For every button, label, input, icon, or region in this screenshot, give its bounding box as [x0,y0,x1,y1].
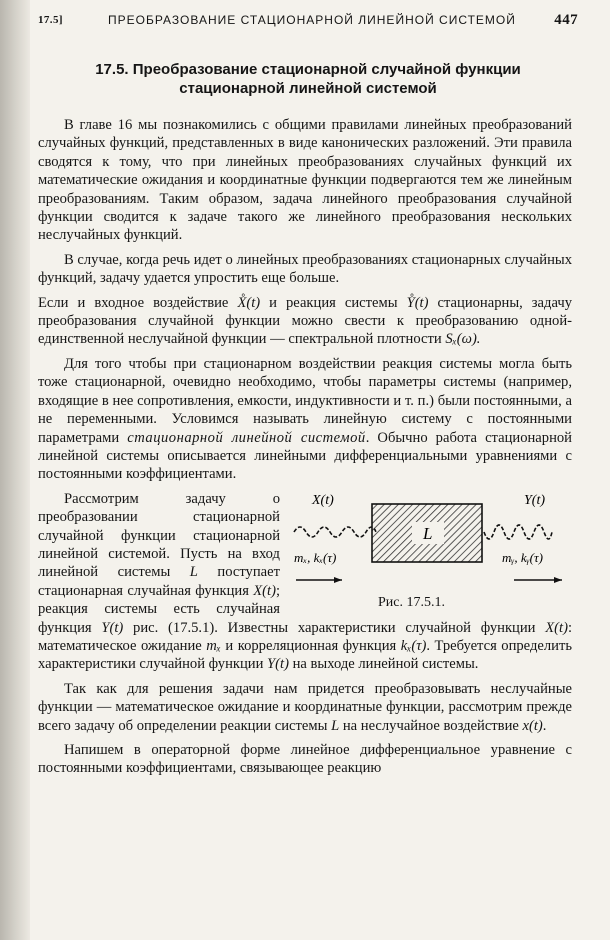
paragraph-7: Напишем в операторной форме линейное дифференциальное уравнение с постоянными коэффициентами, связывающее реакцию [38,742,572,777]
running-title: ПРЕОБРАЗОВАНИЕ СТАЦИОНАРНОЙ ЛИНЕЙНОЙ СИСТЕМОЙ [108,13,516,27]
output-label: Y(t) [524,492,545,508]
emphasis-term: стационарной линейной системой [127,429,366,446]
running-header [38,12,578,32]
figure-caption: Рис. 17.5.1. [378,594,445,610]
input-x-var: X̊(t) [237,294,261,311]
paragraph-5: Рассмотрим задачу о преобразовании стационарной случайной функции стационарной линейной системой. Пусть на вход линейной системы L поступает стационарная случайная функция X(t); реакция системы есть случайная функция Y(t) рис. (17.5.1). Известны характеристики случайной функции X(t): математическое ожидание mₓ и корреляционная функция kₓ(τ). Требуется определить характеристики случайной функции Y(t) на выходе линейной системы. [38,490,572,673]
input-params: mₓ, kₓ(τ) [294,549,337,565]
output-wave [484,525,552,539]
section-number: 17.5] [38,14,63,26]
correlation-var: kₓ(τ) [400,637,427,654]
body-text [38,116,572,784]
paragraph-1: В главе 16 мы познакомились с общими правилами линейных преобразований случайных функций, представленных в виде канонических разложений. Эти правила сводятся к тому, что при линейных преобразованиях случайных функций их математические ожидания и координатные функции подвергаются тем же линейным преобразованиям. Таким образом, задача линейного преобразования случайной функции сводится к задаче такого же линейного преобразования нескольких неслучайных функций. [38,117,572,244]
system-diagram [290,492,572,592]
input-label: X(t) [312,492,334,508]
paragraph-4: Для того чтобы при стационарном воздействии реакция системы могла быть тоже стационарной, очевидно необходимо, чтобы параметры системы (например, входящие в нее сопротивления, емкости, индуктивности и т. п.) были постоянными, а не переменными. Условимся называть линейную систему с постоянными параметрами стационарной линейной системой. Обычно работа стационарной линейной системы описывается линейными дифференциальными уравнениями с постоянными коэффициентами. [38,355,572,483]
figure-17-5-1 [290,492,572,614]
input-wave [294,527,376,537]
paragraph-6: Так как для решения задачи нам придется преобразовывать неслучайные функции — математическое ожидание и координатные функции, рассмотрим прежде всего задачу об определении реакции системы L на неслучайное воздействие x(t). [38,680,572,734]
output-y-var: Y̊(t) [406,294,429,311]
system-label: L [423,523,433,543]
section-title [58,60,558,98]
book-spine-shadow [0,0,30,940]
paragraph-3: Если и входное воздействие X̊(t) и реакция системы Y̊(t) стационарны, задачу преобразования случайной функции можно свести к преобразованию одной-единственной неслучайной функции — спектральной плотности Sₓ(ω). [38,294,572,348]
section-title-line-2: стационарной линейной системой [179,80,437,97]
mean-var: mₓ [206,637,221,654]
page-number: 447 [554,12,578,28]
section-title-line-1: 17.5. Преобразование стационарной случайной функции [95,61,521,78]
output-params: mᵧ, kᵧ(τ) [502,549,543,565]
paragraph-2: В случае, когда речь идет о линейных преобразованиях стационарных случайных функций, задачу удается упростить еще больше. [38,251,572,287]
spectral-density-var: Sₓ(ω). [445,331,481,348]
system-l-var: L [189,564,198,581]
